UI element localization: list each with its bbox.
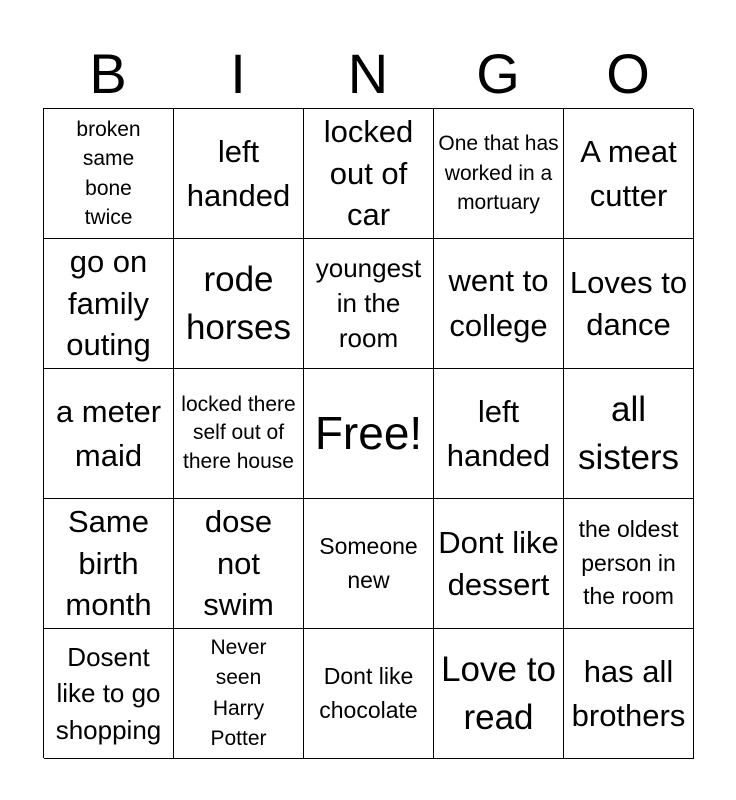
cell-label: locked out of car bbox=[323, 113, 414, 233]
bingo-cell-r4-c4[interactable] bbox=[434, 499, 564, 629]
bingo-cell-r3-c3[interactable] bbox=[304, 369, 434, 499]
header-letter-o: O bbox=[606, 42, 650, 105]
cell-label: One that has worked in a mortuary bbox=[438, 132, 559, 215]
cell-label: Love to read bbox=[441, 650, 556, 737]
bingo-cell-r5-c1[interactable] bbox=[44, 629, 174, 759]
bingo-cell-r4-c2[interactable] bbox=[174, 499, 304, 629]
bingo-cell-r1-c3[interactable] bbox=[304, 109, 434, 239]
cell-label: A meat cutter bbox=[580, 134, 677, 213]
cell-label: go on family outing bbox=[66, 243, 151, 363]
bingo-cell-r4-c5[interactable] bbox=[564, 499, 694, 629]
cell-label: a meter maid bbox=[55, 394, 162, 473]
bingo-cell-r1-c4[interactable] bbox=[434, 109, 564, 239]
cell-label: left handed bbox=[186, 134, 291, 213]
cell-label: Never seen Harry Potter bbox=[210, 635, 267, 750]
bingo-cell-r2-c2[interactable] bbox=[174, 239, 304, 369]
cell-label: went to college bbox=[448, 262, 549, 343]
bingo-header bbox=[43, 40, 693, 108]
cell-label: Loves to dance bbox=[569, 264, 688, 342]
bingo-cell-r5-c2[interactable] bbox=[174, 629, 304, 759]
cell-label: broken same bone twice bbox=[76, 117, 141, 229]
bingo-cell-r2-c3[interactable] bbox=[304, 239, 434, 369]
cell-label: Someone new bbox=[319, 533, 418, 593]
cell-label: locked there self out of there house bbox=[181, 392, 296, 473]
bingo-cell-r5-c5[interactable] bbox=[564, 629, 694, 759]
cell-label: Dont like dessert bbox=[438, 524, 559, 602]
bingo-cell-r3-c5[interactable] bbox=[564, 369, 694, 499]
cell-label: dose not swim bbox=[203, 503, 274, 623]
free-space: Free! bbox=[314, 406, 423, 459]
bingo-cell-r5-c3[interactable] bbox=[304, 629, 434, 759]
bingo-cell-r4-c3[interactable] bbox=[304, 499, 434, 629]
header-letter-i: I bbox=[230, 42, 246, 105]
bingo-cell-r3-c2[interactable] bbox=[174, 369, 304, 499]
cell-label: youngest in the room bbox=[315, 252, 422, 354]
bingo-cell-r2-c1[interactable] bbox=[44, 239, 174, 369]
bingo-cell-r1-c5[interactable] bbox=[564, 109, 694, 239]
cell-label: Dont like chocolate bbox=[319, 663, 418, 723]
bingo-cell-r2-c5[interactable] bbox=[564, 239, 694, 369]
cell-label: has all brothers bbox=[571, 654, 686, 733]
cell-label: Same birth month bbox=[65, 503, 152, 623]
bingo-cell-r2-c4[interactable] bbox=[434, 239, 564, 369]
bingo-cell-r1-c1[interactable] bbox=[44, 109, 174, 239]
cell-label: rode horses bbox=[185, 260, 292, 347]
cell-label: all sisters bbox=[577, 390, 680, 477]
cell-label: Dosent like to go shopping bbox=[55, 641, 162, 745]
header-letter-n: N bbox=[347, 42, 389, 105]
bingo-cell-r1-c2[interactable] bbox=[174, 109, 304, 239]
bingo-cell-r5-c4[interactable] bbox=[434, 629, 564, 759]
bingo-cell-r4-c1[interactable] bbox=[44, 499, 174, 629]
bingo-grid bbox=[43, 108, 693, 758]
cell-label: the oldest person in the room bbox=[578, 516, 679, 610]
header-letter-g: G bbox=[476, 42, 520, 105]
header-letter-b: B bbox=[89, 42, 127, 105]
bingo-cell-r3-c1[interactable] bbox=[44, 369, 174, 499]
bingo-cell-r3-c4[interactable] bbox=[434, 369, 564, 499]
cell-label: left handed bbox=[446, 394, 551, 473]
